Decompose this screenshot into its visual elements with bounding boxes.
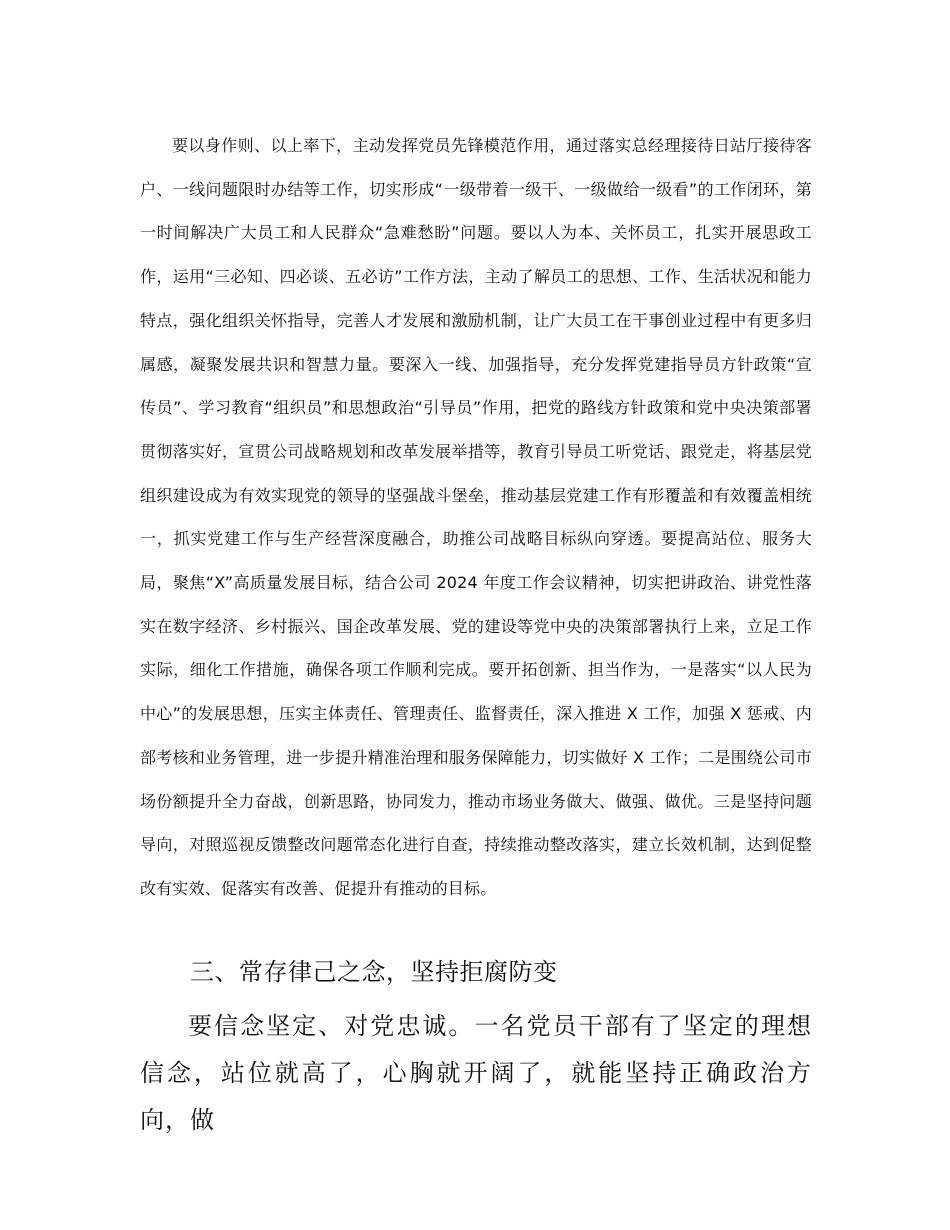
body-paragraph: 要以身作则、以上率下，主动发挥党员先锋模范作用，通过落实总经理接待日站厅接待客户、一线问题限时办结等工作，切实形成“一级带着一级干、一级做给一级看”的工作闭环，第一时间解决广大员工和人民群众“急难愁盼”问题。要以人为本、关怀员工，扎实开展思政工作，运用“三必知、四必谈、五必访”工作方法，主动了解员工的思想、工作、生活状况和能力特点，强化组织关怀指导，完善人才发展和激励机制，让广大员工在干事创业过程中有更多归属感，凝聚发展共识和智慧力量。要深入一线、加强指导，充分发挥党建指导员方针政策“宣传员”、学习教育“组织员”和思想政治“引导员”作用，把党的路线方针政策和党中央决策部署贯彻落实好，宣贯公司战略规划和改革发展举措等，教育引导员工听党话、跟党走，将基层党组织建设成为有效实现党的领导的坚强战斗堡垒，推动基层党建工作有形覆盖和有效覆盖相统一，抓实党建工作与生产经营深度融合，助推公司战略目标纵向穿透。要提高站位、服务大局，聚焦“X”高质量发展目标，结合公司 2024 年度工作会议精神，切实把讲政治、讲党性落实在数字经济、乡村振兴、国企改革发展、党的建设等党中央的决策部署执行上来，立足工作实际，细化工作措施，确保各项工作顺利完成。要开拓创新、担当作为，一是落实“以人民为中心”的发展思想，压实主体责任、管理责任、监督责任，深入推进 X 工作，加强 X 惩戒、内部考核和业务管理，进一步提升精准治理和服务保障能力，切实做好 X 工作；二是围绕公司市场份额提升全力奋战，创新思路，协同发力，推动市场业务做大、做强、做优。三是坚持问题导向，对照巡视反馈整改问题常态化进行自查，持续推动整改落实，建立长效机制，达到促整改有实效、促落实有改善、促提升有推动的目标。 (140, 136, 812, 898)
body-paragraph-large: 要信念坚定、对党忠诚。一名党员干部有了坚定的理想信念，站位就高了，心胸就开阔了，就能坚持正确政治方向，做 (140, 1012, 812, 1134)
section-heading: 三、常存律己之念，坚持拒腐防变 (190, 958, 558, 986)
